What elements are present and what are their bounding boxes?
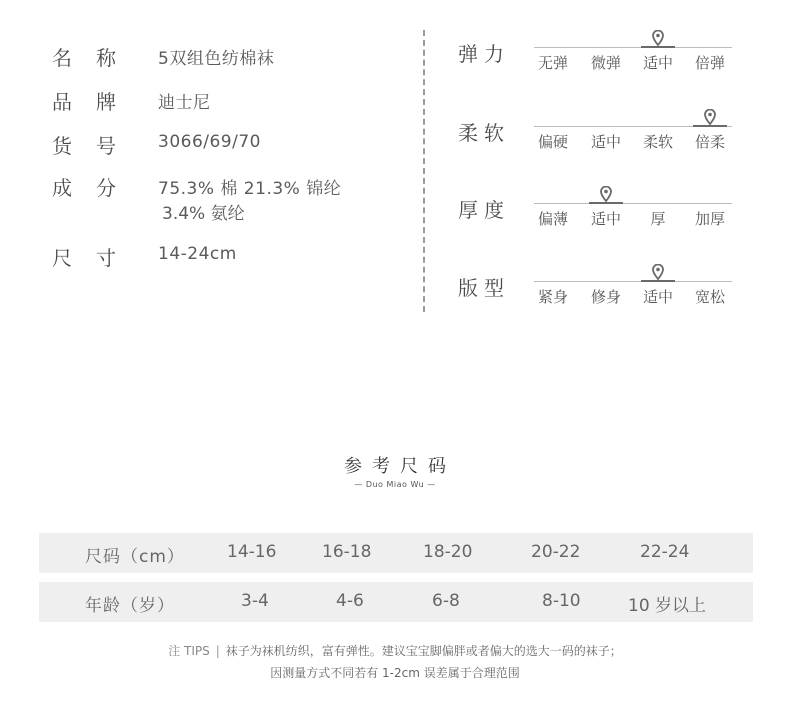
vertical-divider <box>423 30 425 312</box>
table-cell: 18-20 <box>423 542 473 562</box>
spec-label: 名称 <box>52 46 140 70</box>
rating-selected-marker <box>641 46 675 48</box>
spec-label: 尺寸 <box>52 246 140 270</box>
spec-value: 5双组色纺棉袜 <box>158 49 275 69</box>
table-cell: 20-22 <box>531 542 581 562</box>
rating-option: 倍柔 <box>694 133 725 151</box>
rating-option: 厚 <box>650 210 666 228</box>
rating-selected-marker <box>641 280 675 282</box>
rating-scale <box>534 194 732 234</box>
rating-option: 适中 <box>642 288 673 306</box>
rating-row <box>458 272 738 322</box>
spec-value: 迪士尼 <box>158 93 211 113</box>
rating-label: 版型 <box>458 276 510 300</box>
spec-value: 75.3% 棉 21.3% 锦纶 <box>158 179 342 199</box>
row-header: 尺码（cm） <box>85 547 185 567</box>
rating-scale <box>534 272 732 312</box>
rating-selected-marker <box>693 125 727 127</box>
rating-scale <box>534 117 732 157</box>
rating-selected-marker <box>589 202 623 204</box>
spec-label: 货号 <box>52 134 140 158</box>
tips-line-2: 因测量方式不同若有 1-2cm 误差属于合理范围 <box>270 666 520 680</box>
tips-separator: | <box>215 644 220 658</box>
rating-option: 柔软 <box>642 133 673 151</box>
spec-value-second-line: 3.4% 氨纶 <box>162 204 245 224</box>
tips-text: 袜子为袜机纺织，富有弹性。建议宝宝脚偏胖或者偏大的选大一码的袜子； <box>225 644 622 658</box>
rating-label: 弹力 <box>458 42 510 66</box>
size-chart-subtitle: — Duo Miao Wu — <box>354 480 436 489</box>
spec-label: 品牌 <box>52 90 140 114</box>
rating-option: 无弹 <box>537 54 568 72</box>
table-cell: 22-24 <box>640 542 690 562</box>
rating-option: 倍弹 <box>694 54 725 72</box>
rating-option: 紧身 <box>537 288 568 306</box>
location-pin-icon <box>652 264 664 280</box>
size-row-age <box>39 582 753 622</box>
rating-label: 厚度 <box>458 198 510 222</box>
spec-value: 14-24cm <box>158 244 237 264</box>
rating-option: 偏薄 <box>537 210 568 228</box>
rating-track <box>534 281 732 282</box>
table-cell: 6-8 <box>432 591 460 611</box>
rating-scale <box>534 38 732 78</box>
size-chart-title: 参考尺码 <box>344 456 456 477</box>
table-cell: 4-6 <box>336 591 364 611</box>
location-pin-icon <box>600 186 612 202</box>
table-cell: 8-10 <box>542 591 581 611</box>
rating-option: 偏硬 <box>537 133 568 151</box>
row-header: 年龄（岁） <box>85 596 175 616</box>
tips-label: 注 TIPS <box>168 644 210 658</box>
location-pin-icon <box>652 30 664 46</box>
spec-value: 3066/69/70 <box>158 132 261 152</box>
tips-line-1 <box>0 642 790 659</box>
rating-track <box>534 47 732 48</box>
rating-track <box>534 203 732 204</box>
spec-label: 成分 <box>52 176 140 200</box>
rating-row <box>458 194 738 244</box>
rating-option: 宽松 <box>694 288 725 306</box>
table-cell: 3-4 <box>241 591 269 611</box>
size-row-cm <box>39 533 753 573</box>
rating-option: 加厚 <box>694 210 725 228</box>
rating-option: 微弹 <box>590 54 621 72</box>
location-pin-icon <box>704 109 716 125</box>
table-cell: 16-18 <box>322 542 372 562</box>
rating-option: 适中 <box>590 133 621 151</box>
rating-option: 适中 <box>590 210 621 228</box>
rating-label: 柔软 <box>458 121 510 145</box>
rating-row <box>458 38 738 88</box>
rating-option: 修身 <box>590 288 621 306</box>
table-cell: 10 岁以上 <box>628 596 707 616</box>
rating-option: 适中 <box>642 54 673 72</box>
table-cell: 14-16 <box>227 542 277 562</box>
rating-row <box>458 117 738 167</box>
